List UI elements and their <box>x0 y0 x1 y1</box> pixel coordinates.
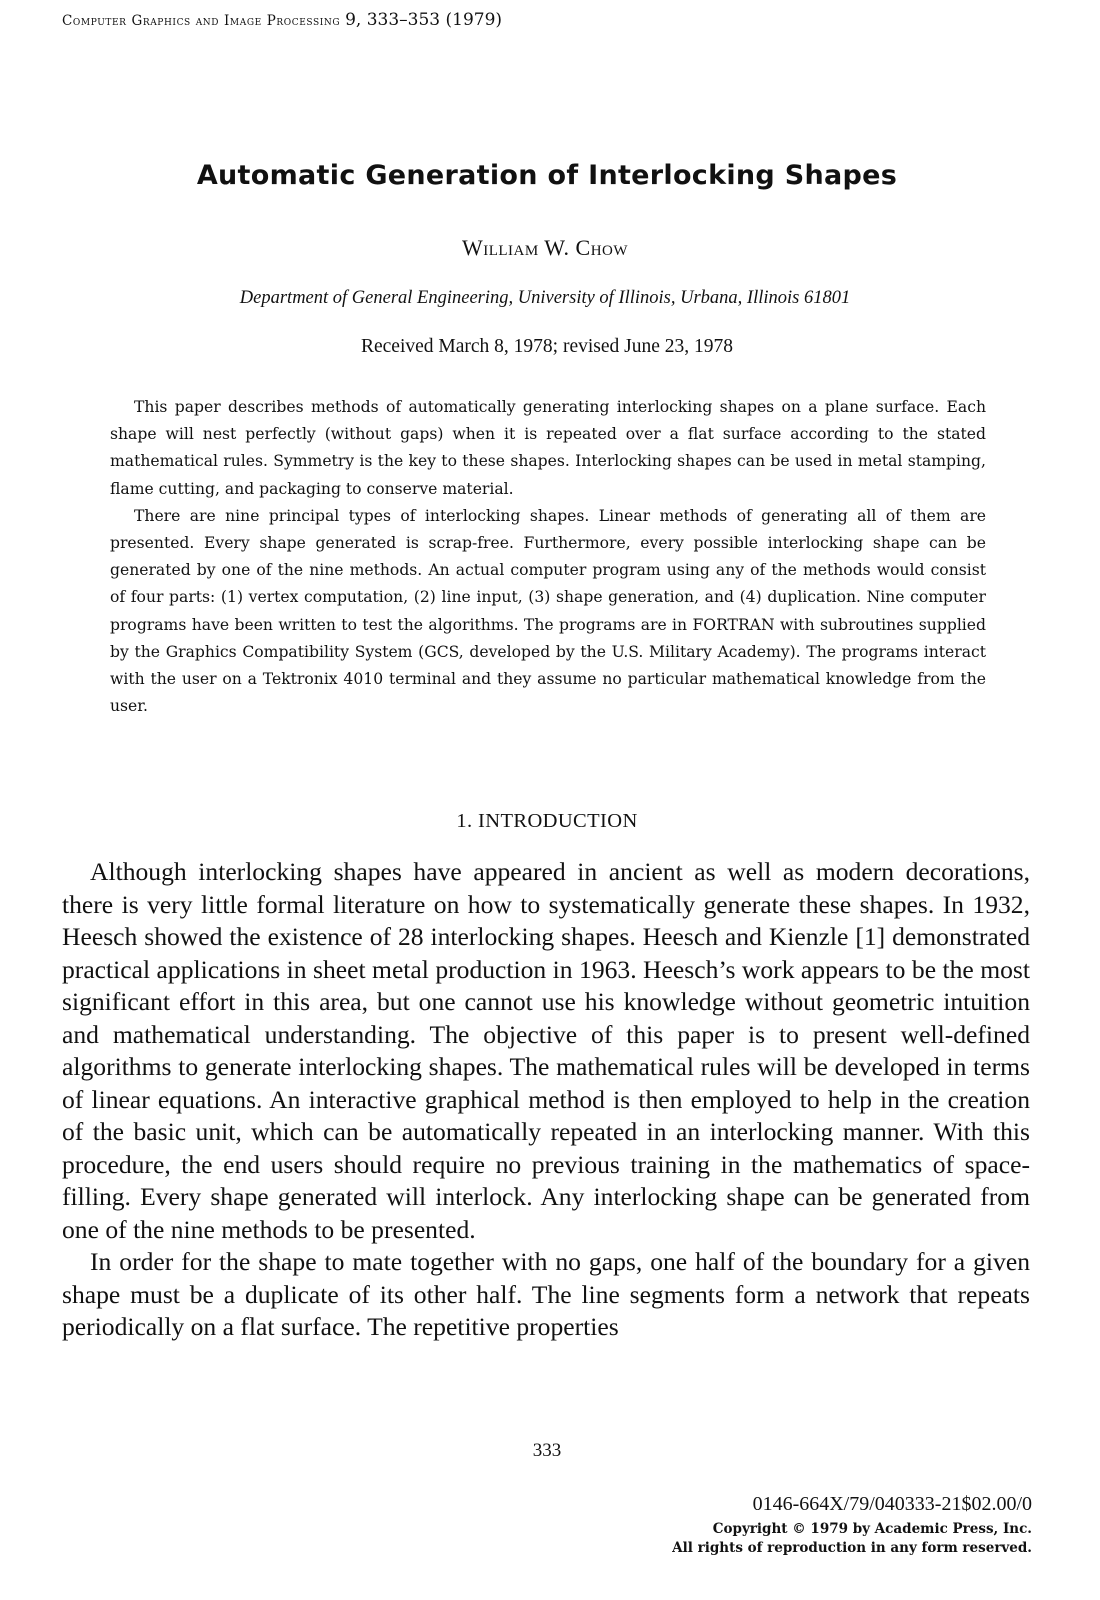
running-head <box>62 10 502 30</box>
body-paragraph: In order for the shape to mate together with no gaps, one half of the boundary for a given shape must be a duplicate of its other half. The line segments form a network that repeats periodically on a flat surface. The repetitive properties <box>62 1247 1030 1341</box>
author-affiliation: Department of General Engineering, University of Illinois, Urbana, Illinois 61801 <box>239 288 851 308</box>
journal-issue: 9, 333–353 (1979) <box>345 10 503 30</box>
received-dates: Received March 8, 1978; revised June 23, 1978 <box>360 336 734 357</box>
abstract-paragraph: This paper describes methods of automatically generating interlocking shapes on a plane surface. Each shape will nest perfectly (without gaps) when it is repeated over a flat surface according to the stated mathematical rules. Symmetry is the key to these shapes. Interlocking shapes can be used in metal stamping, flame cutting, and packaging to conserve material. <box>110 398 986 498</box>
abstract-paragraph: There are nine principal types of interlocking shapes. Linear methods of generating all of them are presented. Every shape generated is scrap-free. Furthermore, every possible interlocking shape can be generated by one of the nine methods. An actual computer program using any of the methods would consist of four parts: (1) vertex computation, (2) line input, (3) shape generation, and (4) duplication. Nine computer programs have been written to test the algorithms. The programs are in FORTRAN with subroutines supplied by the Graphics Compatibility System (GCS, developed by the U.S. Military Academy). The programs interact with the user on a Tektronix 4010 terminal and they assume no particular mathematical knowledge from the user. <box>110 506 986 716</box>
page-number: 333 <box>532 1440 562 1461</box>
paper-title: Automatic Generation of Interlocking Shapes <box>196 160 898 191</box>
body-text <box>62 856 1030 1344</box>
article-code: 0146-664X/79/040333-21$02.00/0 <box>752 1493 1032 1515</box>
author-name: William W. Chow <box>461 235 629 260</box>
body-paragraph: Although interlocking shapes have appeared in ancient as well as modern decorations, there is very little formal literature on how to systematically generate these shapes. In 1932, Heesch showed the existence of 28 interlocking shapes. Heesch and Kienzle [1] demonstrated practical applications in sheet metal production in 1963. Heesch’s work appears to be the most significant effort in this area, but one cannot use his knowledge without geometric intuition and mathematical understanding. The objective of this paper is to present well-defined algorithms to generate interlocking shapes. The mathematical rules will be developed in terms of linear equations. An interactive graphical method is then employed to help in the creation of the basic unit, which can be automatically repeated in an interlocking manner. With this procedure, the end users should require no previous training in the mathematics of space-filling. Every shape generated will interlock. Any interlocking shape can be generated from one of the nine methods to be presented. <box>62 857 1030 1244</box>
section-heading: 1. INTRODUCTION <box>456 810 638 832</box>
rights-line: All rights of reproduction in any form reserved. <box>672 1540 1032 1556</box>
journal-name: Computer Graphics and Image Processing <box>62 13 341 29</box>
copyright-line: Copyright © 1979 by Academic Press, Inc. <box>712 1521 1032 1537</box>
abstract <box>110 394 986 720</box>
publisher-footer <box>672 1493 1032 1558</box>
